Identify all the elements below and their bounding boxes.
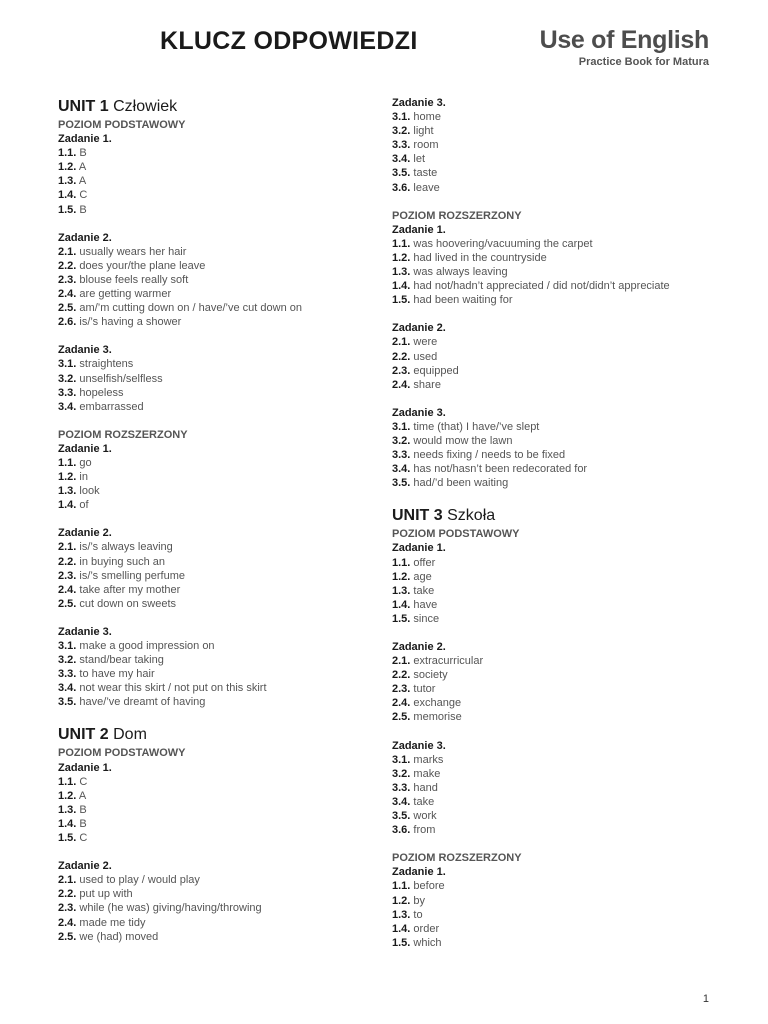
answer-text: is/’s smelling perfume xyxy=(79,569,185,582)
answer-text: from xyxy=(413,824,436,837)
answer-row xyxy=(392,809,732,823)
answer-row xyxy=(392,110,732,124)
answer-text: unselfish/selfless xyxy=(79,372,163,385)
answer-row xyxy=(392,166,732,180)
answer-number: 3.2. xyxy=(392,125,411,138)
answer-number: 1.4. xyxy=(58,817,77,830)
answer-row xyxy=(392,908,732,922)
answer-number: 3.1. xyxy=(392,111,411,124)
level-label: POZIOM PODSTAWOWY xyxy=(392,528,520,541)
answer-text: hand xyxy=(413,781,438,794)
answer-number: 2.2. xyxy=(392,350,411,363)
answer-text: work xyxy=(413,810,437,823)
answer-row xyxy=(392,364,732,378)
answer-number: 2.4. xyxy=(58,288,77,301)
answer-number: 2.2. xyxy=(58,259,77,272)
spacer xyxy=(392,195,732,209)
spacer xyxy=(392,307,732,321)
unit-heading xyxy=(58,726,378,744)
answer-text: B xyxy=(79,147,87,160)
level-label: POZIOM ROZSZERZONY xyxy=(58,428,188,441)
answer-row xyxy=(392,936,732,950)
brand-name: Use of English xyxy=(539,26,709,54)
answer-text: home xyxy=(413,111,441,124)
answer-text: in xyxy=(79,471,88,484)
answer-row xyxy=(58,639,378,653)
spacer xyxy=(58,845,378,859)
task-title: Zadanie 1. xyxy=(392,866,446,879)
answer-text: order xyxy=(413,922,440,935)
answer-number: 2.4. xyxy=(58,916,77,929)
answer-text: B xyxy=(79,817,87,830)
answer-text: of xyxy=(79,499,89,512)
answer-text: in buying such an xyxy=(79,555,166,568)
answer-number: 1.3. xyxy=(58,803,77,816)
answer-number: 2.4. xyxy=(392,697,411,710)
answer-text: by xyxy=(413,894,426,907)
answer-row xyxy=(392,612,732,626)
answer-text: A xyxy=(78,789,87,802)
answer-text: to xyxy=(413,908,423,921)
answer-text: time (that) I have/’ve slept xyxy=(413,420,540,433)
answer-text: had lived in the countryside xyxy=(413,251,547,264)
answer-number: 3.2. xyxy=(392,767,411,780)
answer-row xyxy=(58,873,378,887)
answer-number: 1.1. xyxy=(58,775,77,788)
task-title: Zadanie 2. xyxy=(58,527,112,540)
answer-row xyxy=(392,696,732,710)
answer-text: make a good impression on xyxy=(79,640,215,652)
answer-row xyxy=(392,448,732,462)
answer-row xyxy=(392,823,732,837)
answer-row xyxy=(58,301,378,315)
answer-text: memorise xyxy=(413,711,462,724)
answer-row xyxy=(58,259,378,273)
answer-row xyxy=(392,570,732,584)
answer-number: 2.3. xyxy=(58,273,77,286)
answer-number: 2.2. xyxy=(392,669,411,682)
answer-row xyxy=(58,803,378,817)
answer-number: 2.5. xyxy=(58,597,77,610)
answer-text: tutor xyxy=(413,683,436,696)
answer-row xyxy=(58,569,378,583)
answer-number: 2.1. xyxy=(58,874,77,887)
unit-3-section xyxy=(392,507,732,950)
level-label: POZIOM PODSTAWOWY xyxy=(58,747,186,760)
task-title: Zadanie 2. xyxy=(392,322,446,335)
answer-number: 3.1. xyxy=(392,753,411,766)
answer-number: 2.4. xyxy=(58,583,77,596)
answer-text: take xyxy=(413,584,435,597)
answer-text: taste xyxy=(413,167,438,180)
answer-text: is/’s having a shower xyxy=(79,316,182,329)
answer-row xyxy=(58,372,378,386)
answer-row xyxy=(58,203,378,217)
answer-row xyxy=(58,653,378,667)
answer-number: 2.3. xyxy=(392,683,411,696)
task-title: Zadanie 3. xyxy=(58,344,112,357)
unit-heading xyxy=(58,98,378,116)
spacer xyxy=(392,725,732,739)
answer-number: 2.3. xyxy=(392,364,411,377)
task-title: Zadanie 2. xyxy=(58,231,112,244)
task-title: Zadanie 3. xyxy=(392,739,446,752)
answer-row xyxy=(58,160,378,174)
answer-text: am/’m cutting down on / have/’ve cut down on xyxy=(79,302,302,315)
answer-number: 2.2. xyxy=(58,888,77,901)
answer-text: does your/the plane leave xyxy=(79,259,206,272)
answer-row xyxy=(392,124,732,138)
answer-text: equipped xyxy=(413,364,459,377)
answer-text: leave xyxy=(413,181,440,194)
task-title: Zadanie 1. xyxy=(392,223,446,236)
task-title: Zadanie 3. xyxy=(392,97,446,109)
answer-number: 2.1. xyxy=(58,541,77,554)
answer-row xyxy=(392,350,732,364)
answer-row xyxy=(392,152,732,166)
answer-number: 2.1. xyxy=(392,336,411,349)
answer-number: 1.2. xyxy=(392,251,411,264)
answer-row xyxy=(392,795,732,809)
unit-name: Człowiek xyxy=(113,98,178,115)
answer-text: C xyxy=(79,775,88,788)
answer-row xyxy=(58,681,378,695)
left-column xyxy=(58,96,378,944)
answer-text: had been waiting for xyxy=(413,294,513,307)
answer-number: 3.2. xyxy=(392,434,411,447)
unit-label: UNIT 2 xyxy=(58,726,109,744)
unit-label: UNIT 3 xyxy=(392,507,443,525)
answer-number: 1.5. xyxy=(392,294,411,307)
answer-row xyxy=(392,556,732,570)
answer-text: are getting warmer xyxy=(79,288,172,301)
answer-number: 1.5. xyxy=(58,203,77,216)
task-title: Zadanie 1. xyxy=(392,542,446,555)
answer-text: age xyxy=(413,570,432,583)
answer-number: 1.3. xyxy=(392,266,411,279)
answer-number: 1.2. xyxy=(58,161,77,174)
answer-number: 1.2. xyxy=(392,570,411,583)
answer-text: hopeless xyxy=(79,386,124,399)
answer-row xyxy=(392,668,732,682)
answer-number: 1.5. xyxy=(58,832,77,845)
answer-number: 2.2. xyxy=(58,555,77,568)
answer-row xyxy=(392,654,732,668)
answer-number: 2.4. xyxy=(392,378,411,391)
answer-number: 3.3. xyxy=(392,781,411,794)
answer-row xyxy=(58,695,378,709)
answer-row xyxy=(392,894,732,908)
answer-number: 3.5. xyxy=(58,696,77,709)
answer-number: 3.6. xyxy=(392,824,411,837)
level-label: POZIOM ROZSZERZONY xyxy=(392,209,522,222)
level-label: POZIOM PODSTAWOWY xyxy=(58,119,186,131)
answer-row xyxy=(58,315,378,329)
answer-text: used xyxy=(413,350,438,363)
spacer xyxy=(58,611,378,625)
answer-text: not wear this skirt / not put on this skirt xyxy=(79,682,267,695)
brand-block xyxy=(540,26,709,68)
answer-row xyxy=(58,901,378,915)
answer-text: take after my mother xyxy=(79,583,181,596)
answer-number: 2.5. xyxy=(392,711,411,724)
answer-number: 1.4. xyxy=(58,499,77,512)
answer-text: to have my hair xyxy=(79,668,155,681)
answer-number: 3.4. xyxy=(58,400,77,413)
answer-number: 1.3. xyxy=(392,584,411,597)
answer-number: 3.4. xyxy=(392,153,411,166)
answer-text: blouse feels really soft xyxy=(79,273,189,286)
task-title: Zadanie 1. xyxy=(58,133,112,146)
answer-text: room xyxy=(413,139,439,152)
answer-number: 3.1. xyxy=(58,358,77,371)
answer-number: 3.5. xyxy=(392,167,411,180)
answer-number: 1.3. xyxy=(392,908,411,921)
answer-row xyxy=(392,598,732,612)
answer-number: 3.3. xyxy=(58,386,77,399)
answer-text: extracurricular xyxy=(413,655,484,668)
answer-row xyxy=(392,753,732,767)
task-title: Zadanie 1. xyxy=(58,761,112,774)
answer-row xyxy=(58,174,378,188)
answer-row xyxy=(392,265,732,279)
answer-text: needs fixing / needs to be fixed xyxy=(413,449,566,462)
answer-text: A xyxy=(78,161,87,174)
answer-row xyxy=(58,789,378,803)
answer-number: 1.2. xyxy=(392,894,411,907)
answer-number: 2.5. xyxy=(58,302,77,315)
answer-row xyxy=(392,293,732,307)
answer-text: was always leaving xyxy=(413,266,508,279)
answer-row xyxy=(392,378,732,392)
task-title: Zadanie 3. xyxy=(392,406,446,419)
answer-number: 3.4. xyxy=(392,463,411,476)
answer-text: made me tidy xyxy=(79,916,146,929)
answer-text: B xyxy=(79,803,87,816)
answer-number: 1.2. xyxy=(58,471,77,484)
answer-text: were xyxy=(413,336,438,349)
answer-text: since xyxy=(413,612,440,625)
answer-number: 1.4. xyxy=(392,598,411,611)
answer-text: let xyxy=(413,153,426,166)
answer-text: while (he was) giving/having/throwing xyxy=(79,902,262,915)
answer-row xyxy=(58,146,378,160)
answer-row xyxy=(58,831,378,845)
answer-row xyxy=(58,667,378,681)
answer-text: had not/hadn’t appreciated / did not/didn’t appreciate xyxy=(413,280,670,293)
answer-row xyxy=(392,584,732,598)
spacer xyxy=(392,837,732,851)
answer-text: B xyxy=(79,203,87,216)
answer-row xyxy=(58,287,378,301)
answer-number: 1.3. xyxy=(58,485,77,498)
task-title: Zadanie 2. xyxy=(58,860,112,873)
answer-number: 3.3. xyxy=(392,139,411,152)
answer-number: 3.5. xyxy=(392,810,411,823)
answer-number: 3.1. xyxy=(392,420,411,433)
answer-number: 3.6. xyxy=(392,181,411,194)
unit-heading xyxy=(392,507,732,525)
answer-row xyxy=(392,420,732,434)
answer-number: 1.4. xyxy=(58,189,77,202)
answer-row xyxy=(58,400,378,414)
answer-number: 3.2. xyxy=(58,654,77,667)
answer-row xyxy=(392,710,732,724)
answer-number: 1.3. xyxy=(58,175,77,188)
spacer xyxy=(58,414,378,428)
answer-number: 2.3. xyxy=(58,902,77,915)
answer-row xyxy=(392,879,732,893)
answer-text: straightens xyxy=(79,358,134,371)
answer-text: make xyxy=(413,767,441,780)
answer-text: take xyxy=(413,795,435,808)
answer-number: 3.4. xyxy=(392,795,411,808)
answer-row xyxy=(58,916,378,930)
answer-number: 1.4. xyxy=(392,280,411,293)
spacer xyxy=(392,392,732,406)
spacer xyxy=(58,512,378,526)
spacer xyxy=(392,626,732,640)
answer-number: 1.4. xyxy=(392,922,411,935)
answer-number: 2.1. xyxy=(58,245,77,258)
answer-text: look xyxy=(79,485,100,498)
answer-text: embarrassed xyxy=(79,400,144,413)
answer-text: was hoovering/vacuuming the carpet xyxy=(413,237,593,250)
answer-number: 1.5. xyxy=(392,936,411,949)
answer-row xyxy=(58,456,378,470)
spacer xyxy=(58,329,378,343)
answer-row xyxy=(58,273,378,287)
spacer xyxy=(58,217,378,231)
answer-row xyxy=(392,434,732,448)
unit-name: Dom xyxy=(113,726,147,744)
answer-number: 1.1. xyxy=(392,237,411,250)
answer-row xyxy=(392,922,732,936)
answer-row xyxy=(58,357,378,371)
answer-row xyxy=(392,767,732,781)
answer-number: 3.5. xyxy=(392,477,411,490)
answer-row xyxy=(58,775,378,789)
answer-row xyxy=(58,817,378,831)
answer-number: 2.6. xyxy=(58,316,77,329)
answer-row xyxy=(392,251,732,265)
answer-row xyxy=(58,245,378,259)
answer-text: A xyxy=(78,175,87,188)
answer-number: 2.3. xyxy=(58,569,77,582)
answer-number: 2.5. xyxy=(58,930,77,943)
answer-row xyxy=(58,555,378,569)
answer-row xyxy=(392,462,732,476)
answer-row xyxy=(392,237,732,251)
brand-subtitle: Practice Book for Matura xyxy=(578,56,709,68)
answer-text: light xyxy=(413,125,434,138)
answer-text: share xyxy=(413,378,441,391)
answer-text: offer xyxy=(413,556,436,569)
answer-row xyxy=(392,476,732,490)
task-title: Zadanie 3. xyxy=(58,625,112,638)
answer-text: had/’d been waiting xyxy=(413,477,509,490)
unit-2-continued-section xyxy=(392,96,732,490)
task-title: Zadanie 2. xyxy=(392,641,446,653)
page-number: 1 xyxy=(702,993,709,1005)
answer-row xyxy=(58,583,378,597)
answer-row xyxy=(392,335,732,349)
answer-number: 1.1. xyxy=(392,880,411,893)
answer-row xyxy=(392,682,732,696)
answer-row xyxy=(58,386,378,400)
answer-row xyxy=(58,540,378,554)
answer-text: before xyxy=(413,880,445,893)
answer-text: usually wears her hair xyxy=(79,245,187,258)
answer-text: which xyxy=(413,936,442,949)
answer-number: 3.1. xyxy=(58,640,77,652)
answer-number: 1.1. xyxy=(58,456,77,469)
answer-number: 1.2. xyxy=(58,789,77,802)
answer-row xyxy=(392,781,732,795)
task-title: Zadanie 1. xyxy=(58,442,112,455)
unit-2-basic-section xyxy=(58,726,378,943)
answer-text: has not/hasn’t been redecorated for xyxy=(413,463,588,476)
level-label: POZIOM ROZSZERZONY xyxy=(392,852,522,865)
answer-row xyxy=(392,181,732,195)
answer-number: 3.3. xyxy=(58,668,77,681)
right-column xyxy=(392,96,732,950)
answer-row xyxy=(58,887,378,901)
answer-text: put up with xyxy=(79,888,133,901)
answer-number: 1.1. xyxy=(58,147,77,160)
answer-text: we (had) moved xyxy=(79,930,159,943)
unit-1-section xyxy=(58,98,378,709)
unit-name: Szkoła xyxy=(447,507,496,525)
answer-text: cut down on sweets xyxy=(79,597,177,610)
answer-text: marks xyxy=(413,753,444,766)
answer-number: 1.5. xyxy=(392,612,411,625)
answer-text: would mow the lawn xyxy=(413,434,513,447)
answer-row xyxy=(58,597,378,611)
answer-row xyxy=(392,138,732,152)
answer-number: 3.2. xyxy=(58,372,77,385)
answer-row xyxy=(392,279,732,293)
answer-text: have/’ve dreamt of having xyxy=(79,696,206,709)
answer-row xyxy=(58,470,378,484)
unit-label: UNIT 1 xyxy=(58,98,109,115)
answer-text: C xyxy=(79,189,88,202)
answer-number: 3.4. xyxy=(58,682,77,695)
answer-text: C xyxy=(79,832,88,845)
answer-row xyxy=(58,498,378,512)
answer-text: is/’s always leaving xyxy=(79,541,173,554)
answer-text: go xyxy=(79,456,92,469)
answer-row xyxy=(58,484,378,498)
answer-row xyxy=(58,930,378,944)
answer-text: used to play / would play xyxy=(79,874,200,887)
answer-text: society xyxy=(413,669,448,682)
answer-text: stand/bear taking xyxy=(79,654,164,667)
answer-row xyxy=(58,188,378,202)
answer-text: exchange xyxy=(413,697,462,710)
answer-number: 3.3. xyxy=(392,449,411,462)
answer-text: have xyxy=(413,598,438,611)
answer-number: 2.1. xyxy=(392,655,411,668)
document-title: KLUCZ ODPOWIEDZI xyxy=(160,27,418,55)
answer-number: 1.1. xyxy=(392,556,411,569)
